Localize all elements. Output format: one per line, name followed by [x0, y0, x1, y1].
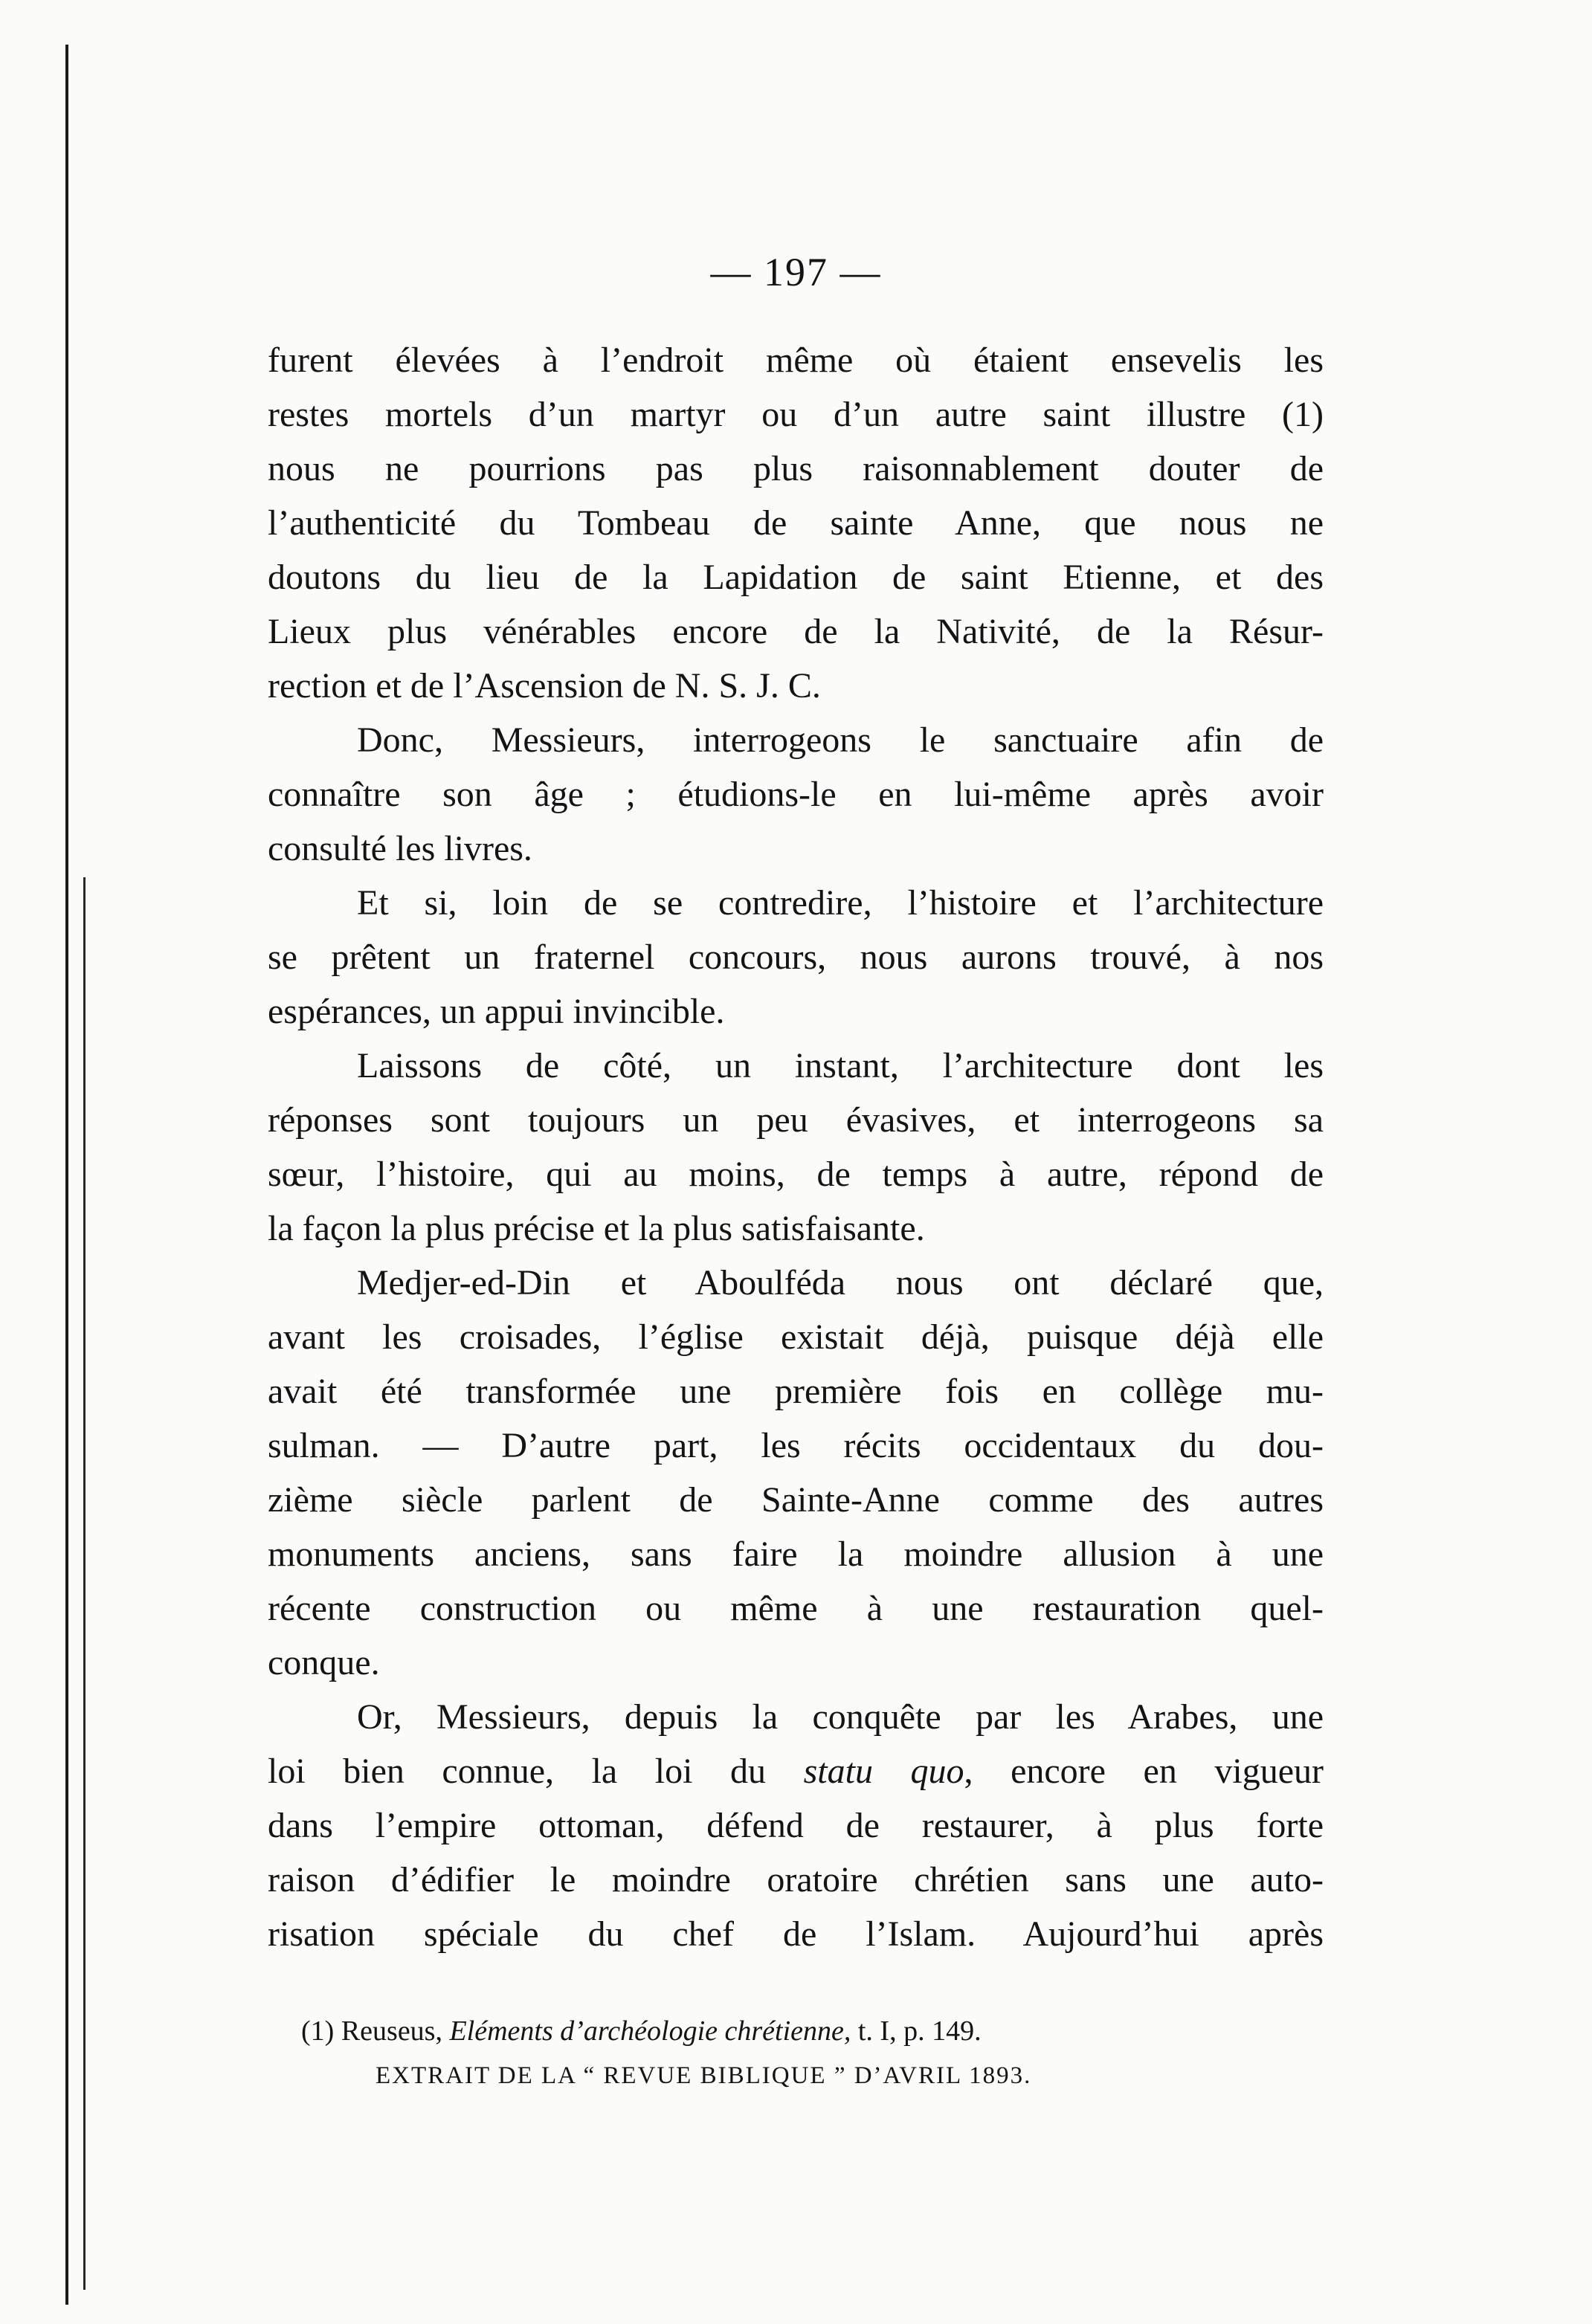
paragraph	[268, 876, 1324, 1039]
text-line: Et si, loin de se contredire, l’histoire et l’architecture	[357, 883, 1324, 923]
footnotes	[301, 2009, 1268, 2098]
text-line: récente construction ou même à une restauration quel-	[268, 1589, 1324, 1628]
text-line: monuments anciens, sans faire la moindre allusion à une	[268, 1534, 1324, 1574]
text-line: Or, Messieurs, depuis la conquête par les Arabes, une	[357, 1697, 1324, 1737]
text-segment: loi bien connue, la loi du	[268, 1752, 804, 1791]
text-line	[268, 1744, 1324, 1798]
text-line: restes mortels d’un martyr ou d’un autre saint illustre (1)	[268, 395, 1324, 434]
text-line: avant les croisades, l’église existait déjà, puisque déjà elle	[268, 1317, 1324, 1357]
text-line: connaître son âge ; étudions-le en lui-même après avoir	[268, 775, 1324, 814]
text-line: sœur, l’histoire, qui au moins, de temps à autre, répond de	[268, 1155, 1324, 1194]
text-segment: , encore en vigueur	[964, 1752, 1324, 1791]
paragraph	[268, 1039, 1324, 1256]
paragraph	[268, 713, 1324, 876]
body-text	[268, 333, 1324, 1961]
italic-phrase: statu quo	[803, 1752, 964, 1791]
paragraph	[268, 1256, 1324, 1690]
text-line: espérances, un appui invincible.	[268, 992, 725, 1031]
text-line: avait été transformée une première fois en collège mu-	[268, 1372, 1324, 1411]
text-line: furent élevées à l’endroit même où étaient ensevelis les	[268, 340, 1324, 380]
gutter-line	[65, 45, 68, 2305]
text-line: réponses sont toujours un peu évasives, et interrogeons sa	[268, 1100, 1324, 1140]
footnote-author: Reuseus,	[341, 2015, 442, 2047]
paragraph	[268, 333, 1324, 713]
footnote-reference: t. I, p. 149.	[857, 2015, 982, 2047]
footnote-title: Eléments d’archéologie chrétienne,	[449, 2015, 851, 2047]
text-line: risation spéciale du chef de l’Islam. Aujourd’hui après	[268, 1914, 1324, 1954]
text-line: Lieux plus vénérables encore de la Nativité, de la Résur-	[268, 612, 1324, 651]
text-line: rection et de l’Ascension de N. S. J. C.	[268, 666, 821, 706]
text-line: Donc, Messieurs, interrogeons le sanctuaire afin de	[357, 720, 1324, 760]
text-line: raison d’édifier le moindre oratoire chrétien sans une auto-	[268, 1860, 1324, 1899]
paragraph	[268, 1690, 1324, 1961]
text-line: Laissons de côté, un instant, l’architecture dont les	[357, 1046, 1324, 1085]
text-line: sulman. — D’autre part, les récits occidentaux du dou-	[268, 1426, 1324, 1465]
text-line: consulté les livres.	[268, 829, 532, 868]
text-line: conque.	[268, 1643, 380, 1682]
gutter-line	[83, 877, 86, 2290]
footnote	[301, 2009, 1268, 2053]
text-line: zième siècle parlent de Sainte-Anne comme des autres	[268, 1480, 1324, 1520]
text-line: nous ne pourrions pas plus raisonnablement douter de	[268, 449, 1324, 488]
extract-note: EXTRAIT DE LA “ REVUE BIBLIQUE ” D’AVRIL 1893.	[376, 2062, 1032, 2089]
page-number: — 197 —	[710, 250, 882, 294]
text-line: l’authenticité du Tombeau de sainte Anne, que nous ne	[268, 503, 1324, 543]
text-line: dans l’empire ottoman, défend de restaurer, à plus forte	[268, 1806, 1324, 1845]
text-line: se prêtent un fraternel concours, nous aurons trouvé, à nos	[268, 937, 1324, 977]
footnote-marker: (1)	[301, 2015, 335, 2047]
text-line: la façon la plus précise et la plus satisfaisante.	[268, 1209, 925, 1248]
text-line: Medjer-ed-Din et Aboulféda nous ont déclaré que,	[357, 1263, 1324, 1303]
text-line: doutons du lieu de la Lapidation de saint Etienne, et des	[268, 558, 1324, 597]
